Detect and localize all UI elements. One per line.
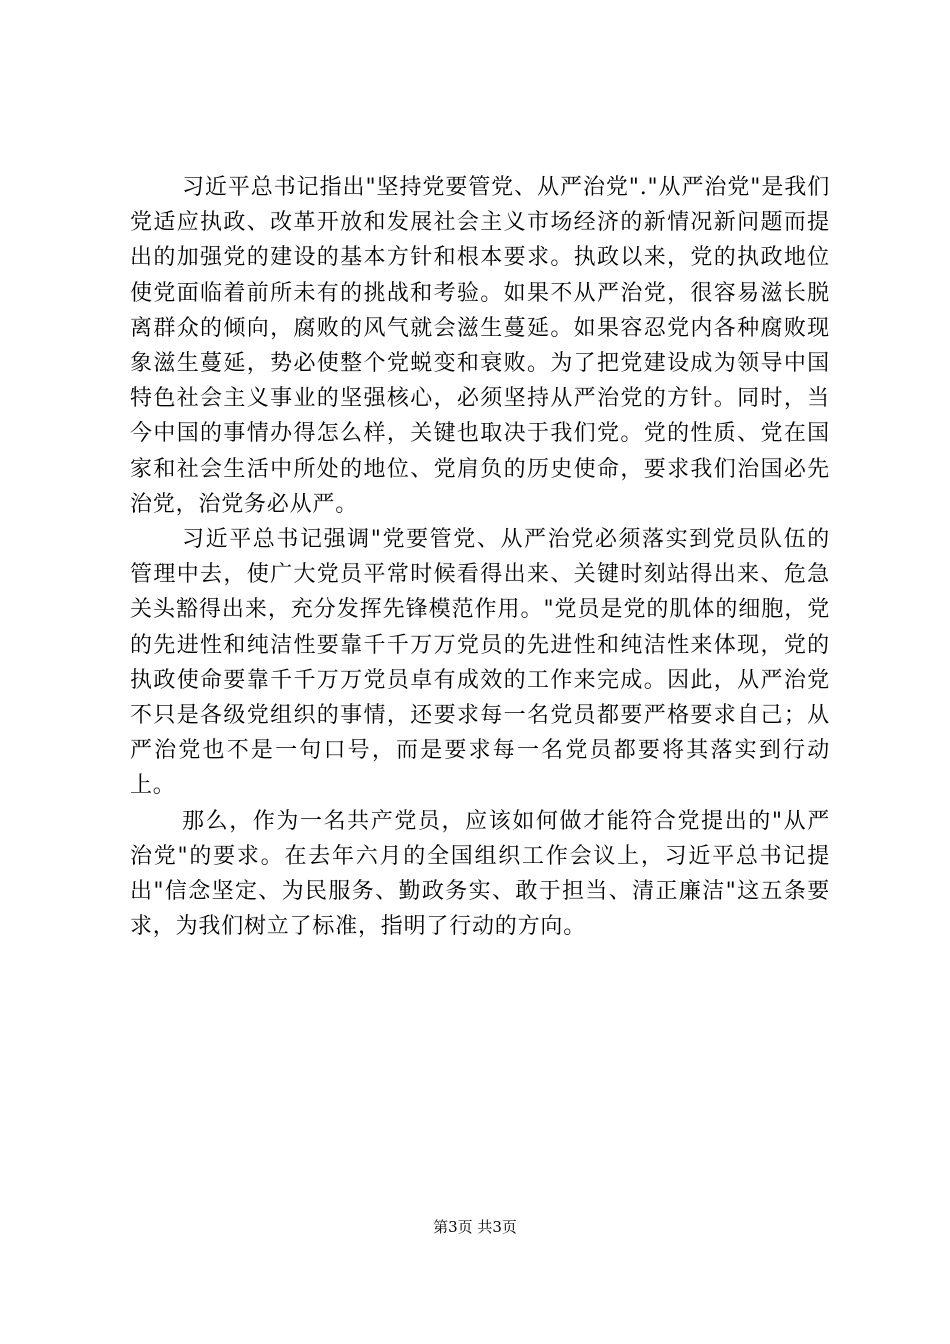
paragraph-2: 习近平总书记强调"党要管党、从严治党必须落实到党员队伍的管理中去，使广大党员平常时候看得出来、关键时刻站得出来、危急关头豁得出来，充分发挥先锋模范作用。"党员是党的肌体的细胞，党的先进性和纯洁性要靠千千万万党员的先进性和纯洁性来体现，党的执政使命要靠千千万万党员卓有成效的工作来完成。因此，从严治党不只是各级党组织的事情，还要求每一名党员都要严格要求自己；从严治党也不是一句口号，而是要求每一名党员都要将其落实到行动上。	[130, 527, 830, 799]
page-number-footer: 第3页 共3页	[433, 1218, 517, 1236]
document-body	[130, 170, 830, 944]
paragraph-3: 那么，作为一名共产党员，应该如何做才能符合党提出的"从严治党"的要求。在去年六月的全国组织工作会议上，习近平总书记提出"信念坚定、为民服务、勤政务实、敢于担当、清正廉洁"这五条要求，为我们树立了标准，指明了行动的方向。	[130, 808, 830, 940]
paragraph-1: 习近平总书记指出"坚持党要管党、从严治党"."从严治党"是我们党适应执政、改革开放和发展社会主义市场经济的新情况新问题而提出的加强党的建设的基本方针和根本要求。执政以来，党的执政地位使党面临着前所未有的挑战和考验。如果不从严治党，很容易滋长脱离群众的倾向，腐败的风气就会滋生蔓延。如果容忍党内各种腐败现象滋生蔓延，势必使整个党蜕变和衰败。为了把党建设成为领导中国特色社会主义事业的坚强核心，必须坚持从严治党的方针。同时，当今中国的事情办得怎么样，关键也取决于我们党。党的性质、党在国家和社会生活中所处的地位、党肩负的历史使命，要求我们治国必先治党，治党务必从严。	[130, 175, 830, 517]
